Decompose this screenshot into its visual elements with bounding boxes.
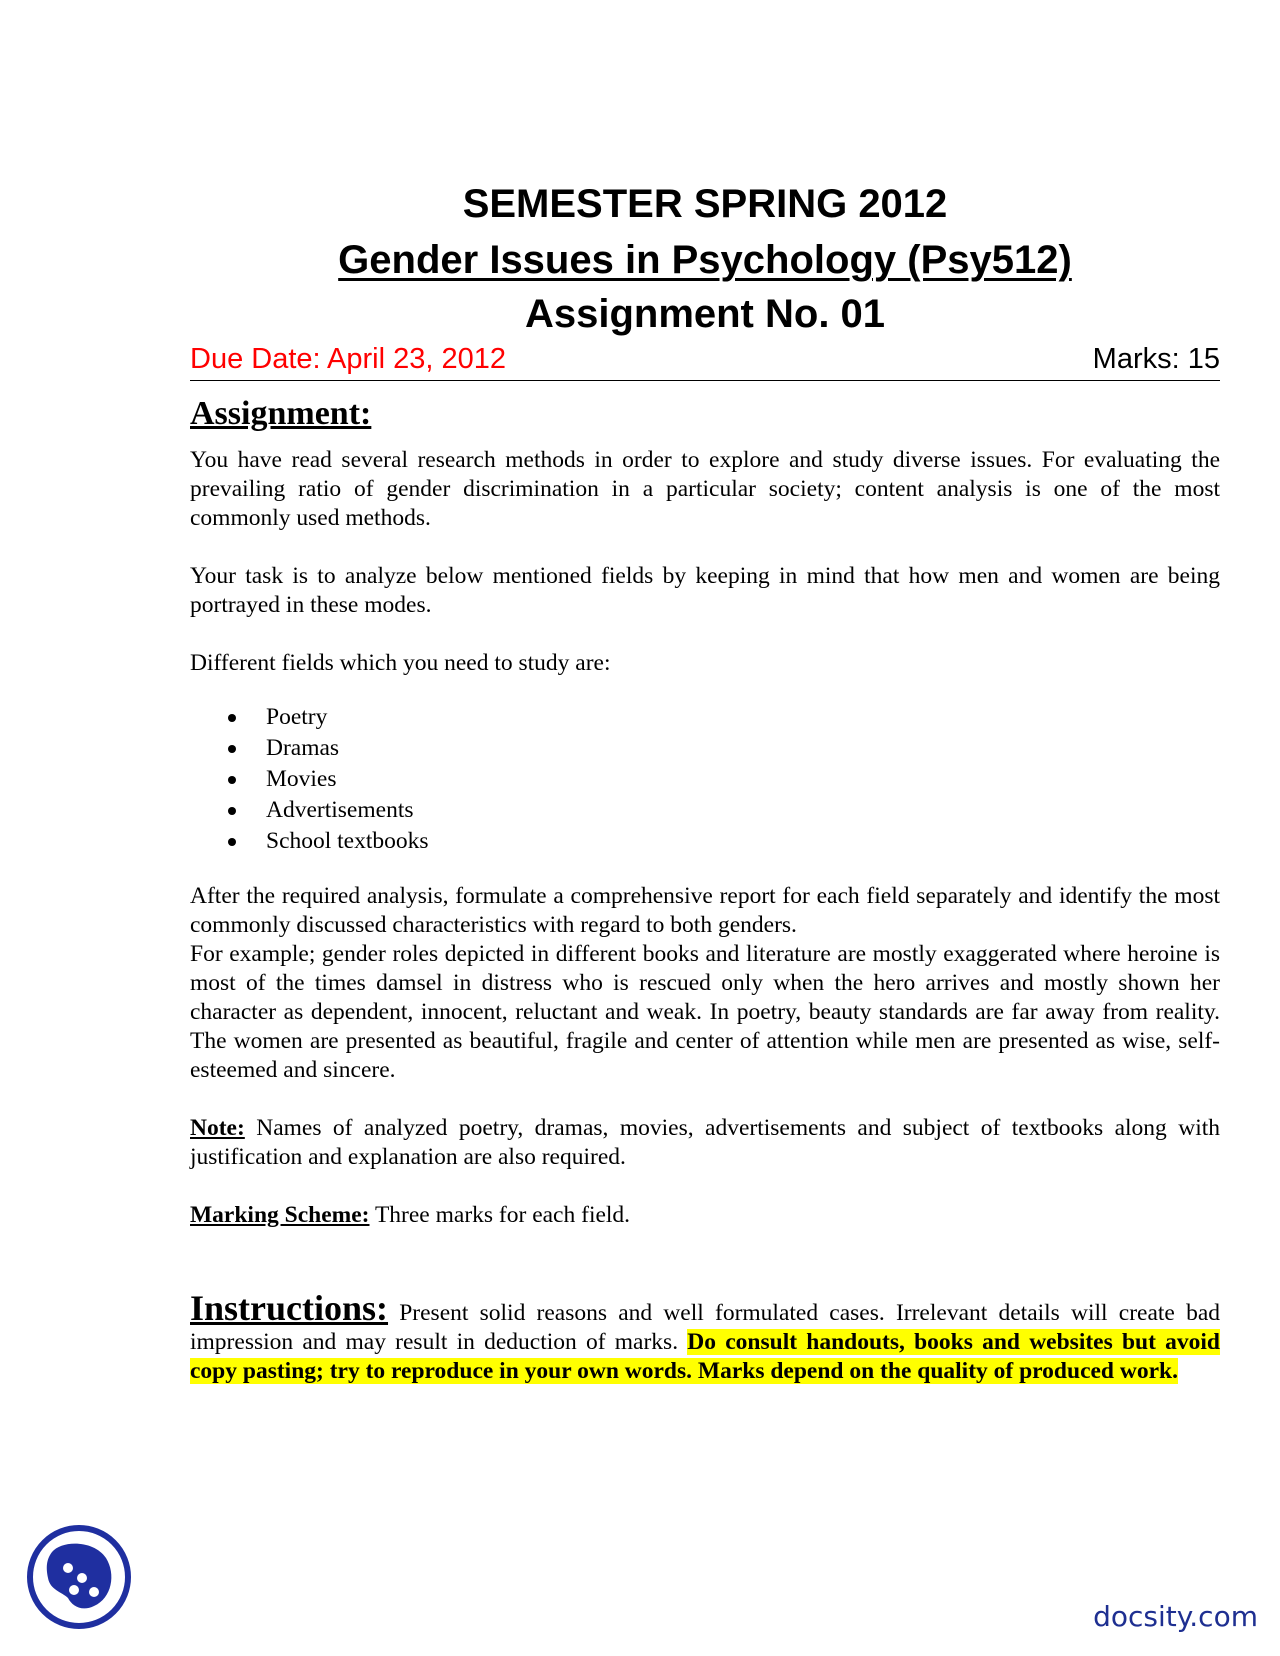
note-paragraph: [190, 1114, 1220, 1172]
fields-intro: Different fields which you need to study are:: [190, 650, 611, 676]
due-date: Due Date: April 23, 2012: [190, 343, 506, 375]
task-paragraph: Your task is to analyze below mentioned fields by keeping in mind that how men and women are being portrayed in these modes.: [190, 563, 1220, 618]
intro-paragraph: You have read several research methods in order to explore and study diverse issues. For evaluating the prevailing ratio of gender discrimination in a particular society; content analysis is one of the most commonly used methods.: [190, 447, 1220, 531]
marking-scheme-label: Marking Scheme:: [190, 1202, 370, 1228]
course-title-wrap: [190, 236, 1220, 284]
total-marks: Marks: 15: [1092, 343, 1220, 375]
marking-scheme-text: Three marks for each field.: [369, 1202, 631, 1228]
list-item: School textbooks: [228, 826, 1220, 857]
marking-scheme-paragraph: [190, 1201, 1220, 1230]
assignment-heading: Assignment:: [190, 395, 372, 432]
list-item: Movies: [228, 764, 1220, 795]
list-item: Poetry: [228, 702, 1220, 733]
report-paragraph: After the required analysis, formulate a comprehensive report for each field separately and identify the most commonly discussed characteristics with regard to both genders.: [190, 883, 1220, 938]
instructions-paragraph: [190, 1288, 1220, 1386]
due-date-row: [190, 340, 1220, 381]
highlighted-instructions: Do consult handouts, books and websites but avoid copy pasting; try to reproduce in your own words. Marks depend on the quality of produced work.: [190, 1329, 1221, 1384]
fields-list: [190, 702, 1220, 857]
list-item: Advertisements: [228, 795, 1220, 826]
docsity-logo-icon: [24, 1522, 134, 1632]
assignment-body: [190, 394, 1220, 1386]
instructions-label: Instructions:: [190, 1288, 389, 1328]
docsity-watermark[interactable]: docsity.com: [1093, 1600, 1258, 1633]
note-text: Names of analyzed poetry, dramas, movies, advertisements and subject of textbooks along with justification and explanation are also required.: [190, 1115, 1220, 1170]
semester-title: SEMESTER SPRING 2012: [462, 182, 948, 226]
instructions-text: Present solid reasons and well formulated cases. Irrelevant details will create bad impression and may result in deduction of marks.: [190, 1300, 1220, 1355]
list-item: Dramas: [228, 733, 1220, 764]
course-title: Gender Issues in Psychology (Psy512): [338, 238, 1072, 282]
assignment-number: Assignment No. 01: [524, 292, 886, 336]
example-paragraph: For example; gender roles depicted in different books and literature are mostly exaggerated where heroine is most of the times damsel in distress who is rescued only when the hero arrives and mostly shown her character as dependent, innocent, reluctant and weak. In poetry, beauty standards are far away from reality. The women are presented as beautiful, fragile and center of attention while men are presented as wise, self-esteemed and sincere.: [190, 941, 1220, 1083]
note-label: Note:: [190, 1115, 245, 1141]
